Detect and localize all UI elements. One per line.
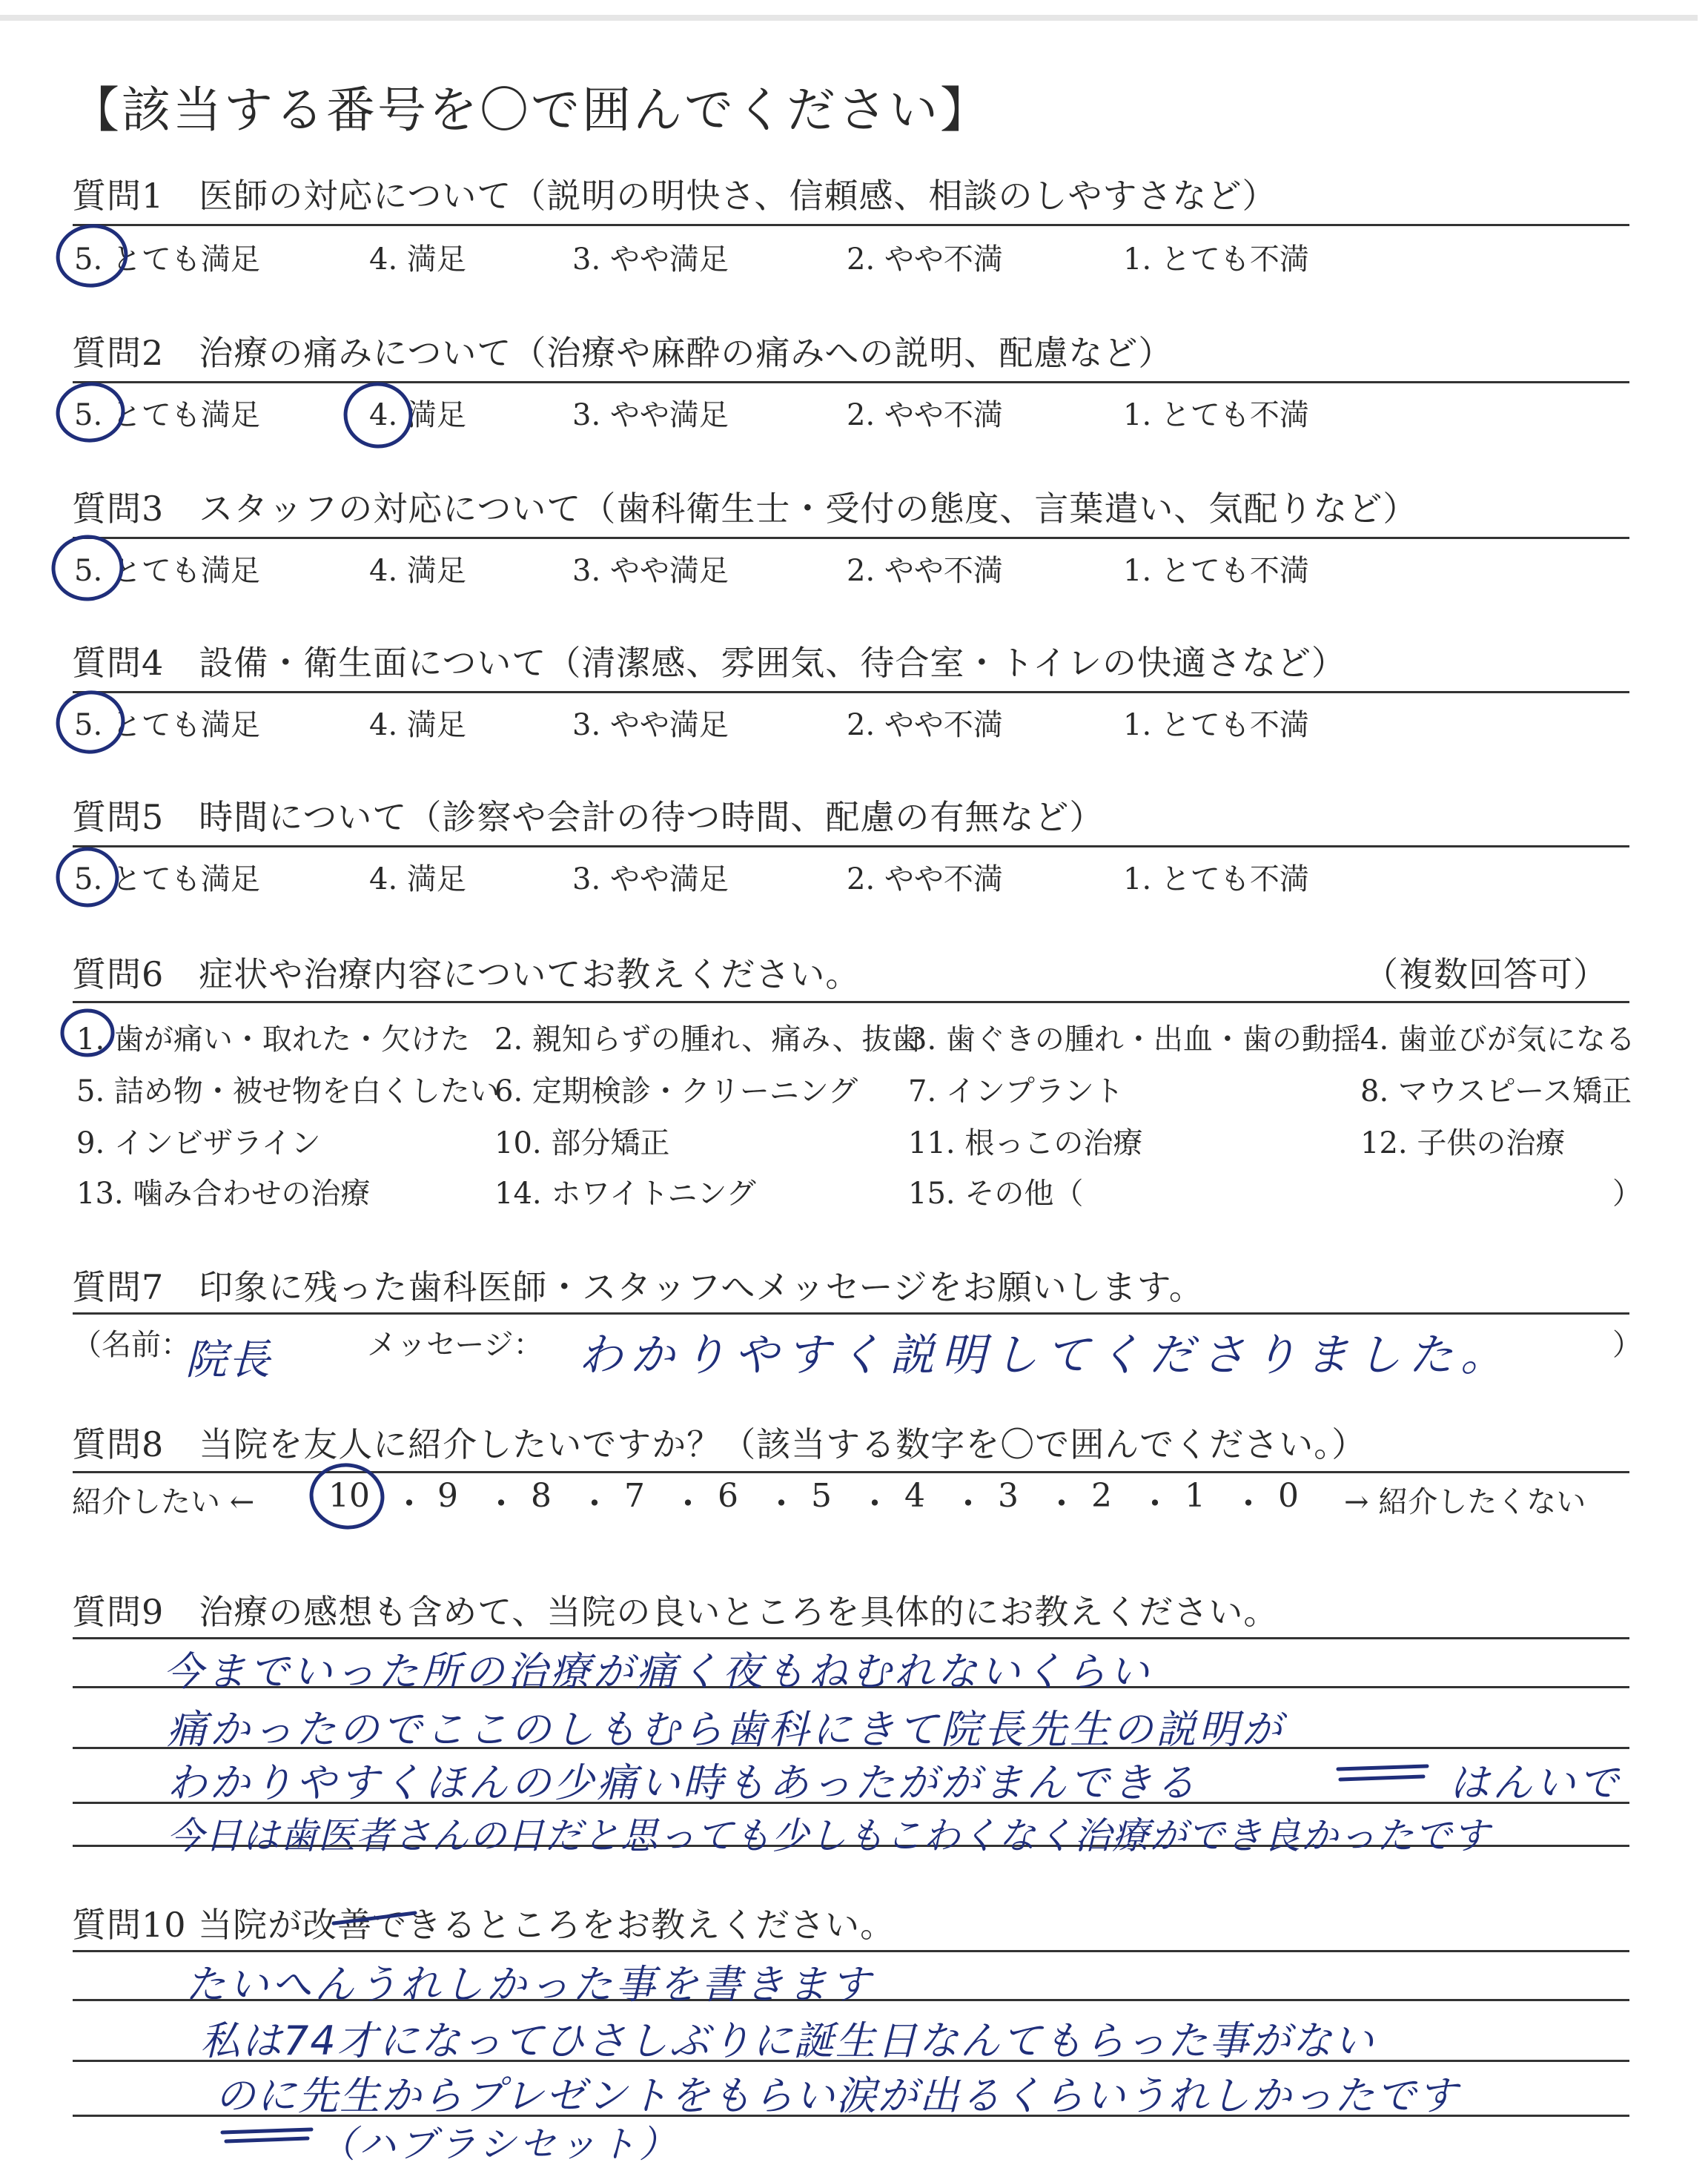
q2-option-4[interactable]: 4. 満足 [369,398,466,432]
q8-dot: ・ [578,1485,611,1523]
q10-strike-mark [226,2138,308,2141]
q6-option-1[interactable]: 1. 歯が痛い・取れた・欠けた [76,1022,470,1057]
q8-dot: ・ [1232,1485,1265,1523]
q10-answer-line-4[interactable]: （ハブラシセット） [319,2123,679,2166]
question-1-title: 質問1 医師の対応について（説明の明快さ、信頼感、相談のしやすさなど） [72,176,1277,216]
q8-scale-8[interactable]: 8 [531,1477,552,1515]
q10-writing-line-1 [73,1950,1629,1952]
q2-option-1[interactable]: 1. とても不満 [1123,398,1309,432]
q3-option-5[interactable]: 5. とても満足 [74,554,260,588]
q8-dot: ・ [1139,1485,1171,1523]
q10-answer-line-1[interactable]: たいへんうれしかった事を書きます [185,1961,873,2008]
q7-name-value[interactable]: 院長 [185,1336,271,1384]
q2-option-2[interactable]: 2. やや不満 [847,398,1003,432]
q6-option-9[interactable]: 9. インビザライン [76,1126,321,1160]
q1-option-3[interactable]: 3. やや満足 [572,242,729,277]
q7-name-label: （名前： [72,1328,191,1362]
q9-answer-line-3[interactable]: わかりやすくほんの少痛い時もあったががまんできる [167,1759,1199,1806]
q9-strike-mark [1338,1766,1427,1769]
q8-dot: ・ [765,1485,798,1523]
q1-option-2[interactable]: 2. やや不満 [847,242,1003,277]
q6-option-2[interactable]: 2. 親知らずの腫れ、痛み、抜歯 [494,1022,921,1057]
q3-option-4[interactable]: 4. 満足 [369,554,466,588]
question-1-rule [73,224,1629,226]
q6-option-15[interactable]: 15. その他（ [908,1177,1084,1211]
q9-strike-mark [1340,1777,1423,1779]
q10-strike-mark [222,2129,311,2132]
q5-option-5[interactable]: 5. とても満足 [74,862,260,896]
q8-scale-4[interactable]: 4 [904,1477,925,1515]
q9-writing-line-1 [73,1637,1629,1639]
question-3-title: 質問3 スタッフの対応について（歯科衛生士・受付の態度、言葉遣い、気配りなど） [72,489,1418,529]
question-10-title: 質問10 当院が改善できるところをお教えください。 [72,1905,896,1945]
q8-dot: ・ [1045,1485,1078,1523]
q8-scale-10[interactable]: 10 [328,1477,370,1515]
q8-scale-2[interactable]: 2 [1091,1477,1112,1515]
q8-dot: ・ [952,1485,984,1523]
q4-option-5[interactable]: 5. とても満足 [74,708,260,742]
q6-option-14[interactable]: 14. ホワイトニング [494,1177,756,1211]
question-9-title: 質問9 治療の感想も含めて、当院の良いところを具体的にお教えください。 [72,1592,1279,1632]
q10-answer-line-2[interactable]: 私は74才になってひさしぶりに誕生日なんてもらった事がない [200,2017,1375,2064]
q6-option-13[interactable]: 13. 噛み合わせの治療 [76,1177,371,1211]
q8-dot: ・ [672,1485,704,1523]
q2-option-3[interactable]: 3. やや満足 [572,398,729,432]
q9-answer-line-4[interactable]: 今日は歯医者さんの日だと思っても少しもこわくなく治療ができ良かったです [167,1814,1490,1857]
question-7-rule [73,1312,1629,1315]
q9-answer-extra[interactable]: はんいで [1449,1759,1621,1806]
q4-option-1[interactable]: 1. とても不満 [1123,708,1309,742]
q4-option-3[interactable]: 3. やや満足 [572,708,729,742]
q8-scale-6[interactable]: 6 [718,1477,738,1515]
q2-option-5[interactable]: 5. とても満足 [74,398,260,432]
question-8-rule [73,1471,1629,1473]
q4-option-4[interactable]: 4. 満足 [369,708,466,742]
q5-option-4[interactable]: 4. 満足 [369,862,466,896]
q8-scale-7[interactable]: 7 [624,1477,645,1515]
question-5-title: 質問5 時間について（診察や会計の待つ時間、配慮の有無など） [72,797,1105,837]
q8-scale-5[interactable]: 5 [811,1477,832,1515]
q5-option-1[interactable]: 1. とても不満 [1123,862,1309,896]
question-4-rule [73,691,1629,693]
q6-option-12[interactable]: 12. 子供の治療 [1360,1126,1566,1160]
q5-option-3[interactable]: 3. やや満足 [572,862,729,896]
q8-dot: ・ [858,1485,891,1523]
q3-option-2[interactable]: 2. やや不満 [847,554,1003,588]
q7-message-value[interactable]: わかりやすく説明してくださりました。 [578,1329,1512,1381]
q5-option-2[interactable]: 2. やや不満 [847,862,1003,896]
question-8-title: 質問8 当院を友人に紹介したいですか？（該当する数字を〇で囲んでください。） [72,1424,1367,1464]
q6-option-5[interactable]: 5. 詰め物・被せ物を白くしたい [76,1074,500,1108]
q3-option-3[interactable]: 3. やや満足 [572,554,729,588]
question-2-rule [73,381,1629,383]
q1-option-1[interactable]: 1. とても不満 [1123,242,1309,277]
q8-left-label: 紹介したい ← [72,1485,255,1519]
q6-option-4[interactable]: 4. 歯並びが気になる [1360,1022,1635,1057]
question-6-rule [73,1001,1629,1003]
q8-scale-1[interactable]: 1 [1185,1477,1205,1515]
question-3-rule [73,537,1629,539]
q6-option-10[interactable]: 10. 部分矯正 [494,1126,670,1160]
q9-answer-line-2[interactable]: 痛かったのでここのしもむら歯科にきて院長先生の説明が [167,1706,1285,1753]
q8-scale-9[interactable]: 9 [437,1477,458,1515]
q4-option-2[interactable]: 2. やや不満 [847,708,1003,742]
q8-right-label: → 紹介したくない [1344,1485,1586,1519]
q3-option-1[interactable]: 1. とても不満 [1123,554,1309,588]
q6-other-close: ） [1612,1177,1642,1211]
q1-option-5[interactable]: 5. とても満足 [74,242,260,277]
question-2-title: 質問2 治療の痛みについて（治療や麻酔の痛みへの説明、配慮など） [72,333,1174,373]
q6-option-8[interactable]: 8. マウスピース矯正 [1360,1074,1632,1108]
q8-dot: ・ [393,1485,426,1523]
page-top-edge [0,15,1698,21]
q8-dot: ・ [485,1485,517,1523]
question-5-rule [73,845,1629,847]
q6-option-7[interactable]: 7. インプラント [908,1074,1124,1108]
form-title: 【該当する番号を〇で囲んでください】 [70,82,991,139]
q1-option-4[interactable]: 4. 満足 [369,242,466,277]
q6-option-6[interactable]: 6. 定期検診・クリーニング [494,1074,858,1108]
q10-answer-line-3[interactable]: のに先生からプレゼントをもらい涙が出るくらいうれしかったです [215,2072,1459,2119]
q8-scale-3[interactable]: 3 [998,1477,1019,1515]
q6-option-11[interactable]: 11. 根っこの治療 [908,1126,1143,1160]
question-7-title: 質問7 印象に残った歯科医師・スタッフへメッセージをお願いします。 [72,1267,1204,1307]
q7-message-label: メッセージ： [367,1328,543,1362]
question-4-title: 質問4 設備・衛生面について（清潔感、雰囲気、待合室・トイレの快適さなど） [72,643,1347,683]
q8-scale-0[interactable]: 0 [1278,1477,1299,1515]
question-6-title: 質問6 症状や治療内容についてお教えください。 [72,954,861,994]
q9-answer-line-1[interactable]: 今までいった所の治療が痛く夜もねむれないくらい [163,1648,1152,1695]
question-6-note: （複数回答可） [1364,954,1608,994]
q6-option-3[interactable]: 3. 歯ぐきの腫れ・出血・歯の動揺 [908,1022,1361,1057]
q7-close: ） [1612,1328,1642,1362]
